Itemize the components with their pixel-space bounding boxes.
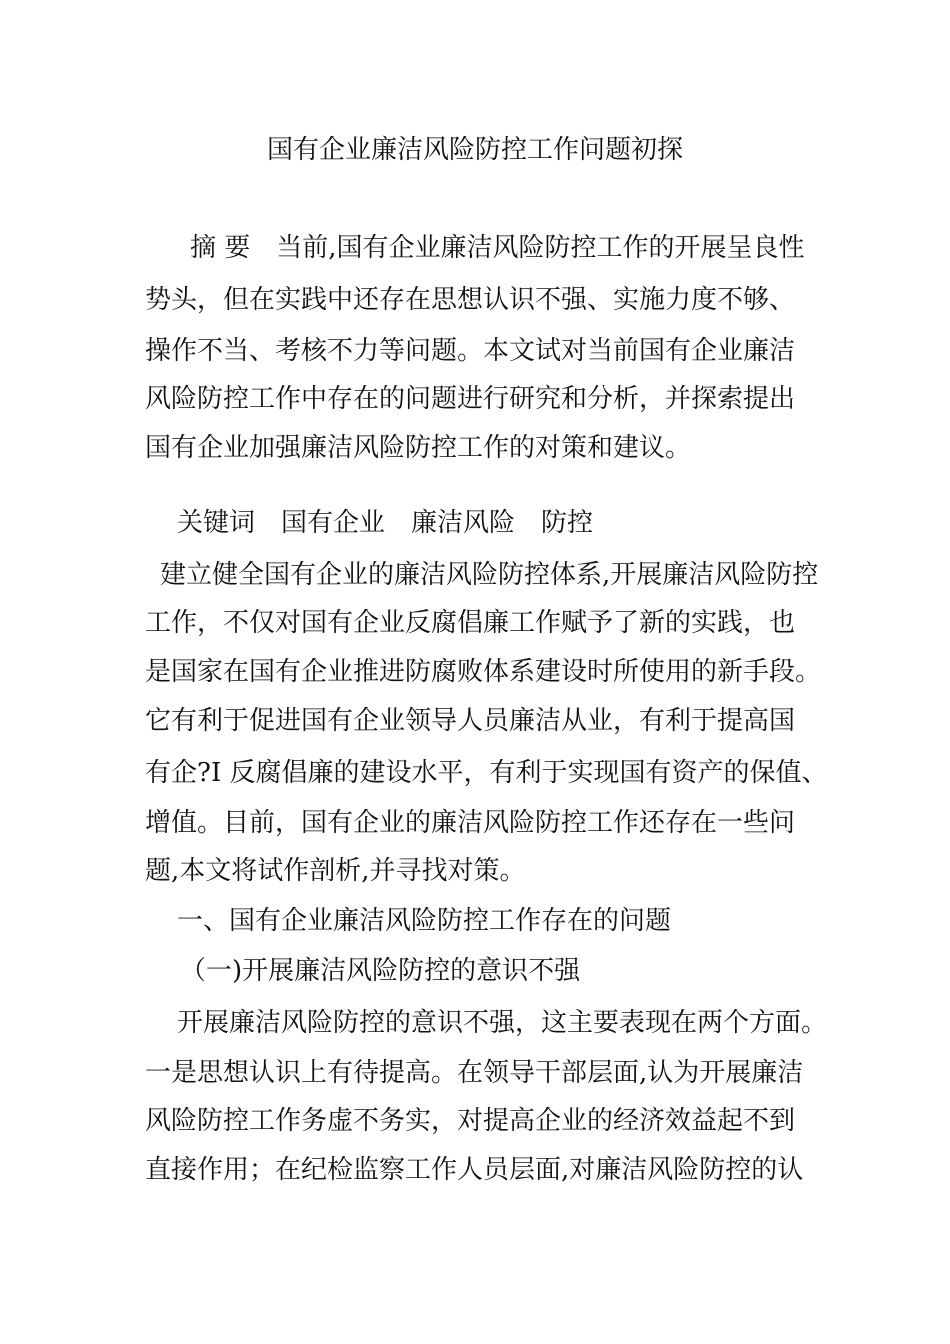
body-line-5: 有企?I 反腐倡廉的建设水平，有利于实现国有资产的保值、 [145, 758, 828, 788]
body-line-7: 题,本文将试作剖析,并寻找对策。 [145, 856, 526, 886]
abstract-line-1: 摘 要 当前,国有企业廉洁风险防控工作的开展呈良性 [190, 233, 805, 263]
section-heading: 一、国有企业廉洁风险防控工作存在的问题 [177, 906, 672, 936]
section-line-2: 一是思想认识上有待提高。在领导干部层面,认为开展廉洁 [145, 1058, 804, 1088]
abstract-line-2: 势头，但在实践中还存在思想认识不强、实施力度不够、 [145, 285, 796, 315]
abstract-line-3: 操作不当、考核不力等问题。本文试对当前国有企业廉洁 [145, 336, 796, 366]
subsection-heading: （一)开展廉洁风险防控的意识不强 [180, 956, 581, 986]
body-line-2: 工作，不仅对国有企业反腐倡廉工作赋予了新的实践，也 [145, 608, 796, 638]
abstract-line-5: 国有企业加强廉洁风险防控工作的对策和建议。 [145, 433, 692, 463]
section-line-4: 直接作用；在纪检监察工作人员层面,对廉洁风险防控的认 [145, 1155, 804, 1185]
body-line-6: 增值。目前，国有企业的廉洁风险防控工作还存在一些问 [145, 808, 796, 838]
body-line-3: 是国家在国有企业推进防腐败体系建设时所使用的新手段。 [145, 657, 822, 687]
body-line-1: 建立健全国有企业的廉洁风险防控体系,开展廉洁风险防控 [160, 560, 819, 590]
keywords-line: 关键词 国有企业 廉洁风险 防控 [177, 508, 594, 538]
section-line-1: 开展廉洁风险防控的意识不强，这主要表现在两个方面。 [177, 1008, 828, 1038]
abstract-line-4: 风险防控工作中存在的问题进行研究和分析，并探索提出 [145, 384, 796, 414]
body-line-4: 它有利于促进国有企业领导人员廉洁从业，有利于提高国 [145, 706, 796, 736]
section-line-3: 风险防控工作务虚不务实，对提高企业的经济效益起不到 [145, 1106, 796, 1136]
document-title: 国有企业廉洁风险防控工作问题初探 [266, 135, 683, 165]
